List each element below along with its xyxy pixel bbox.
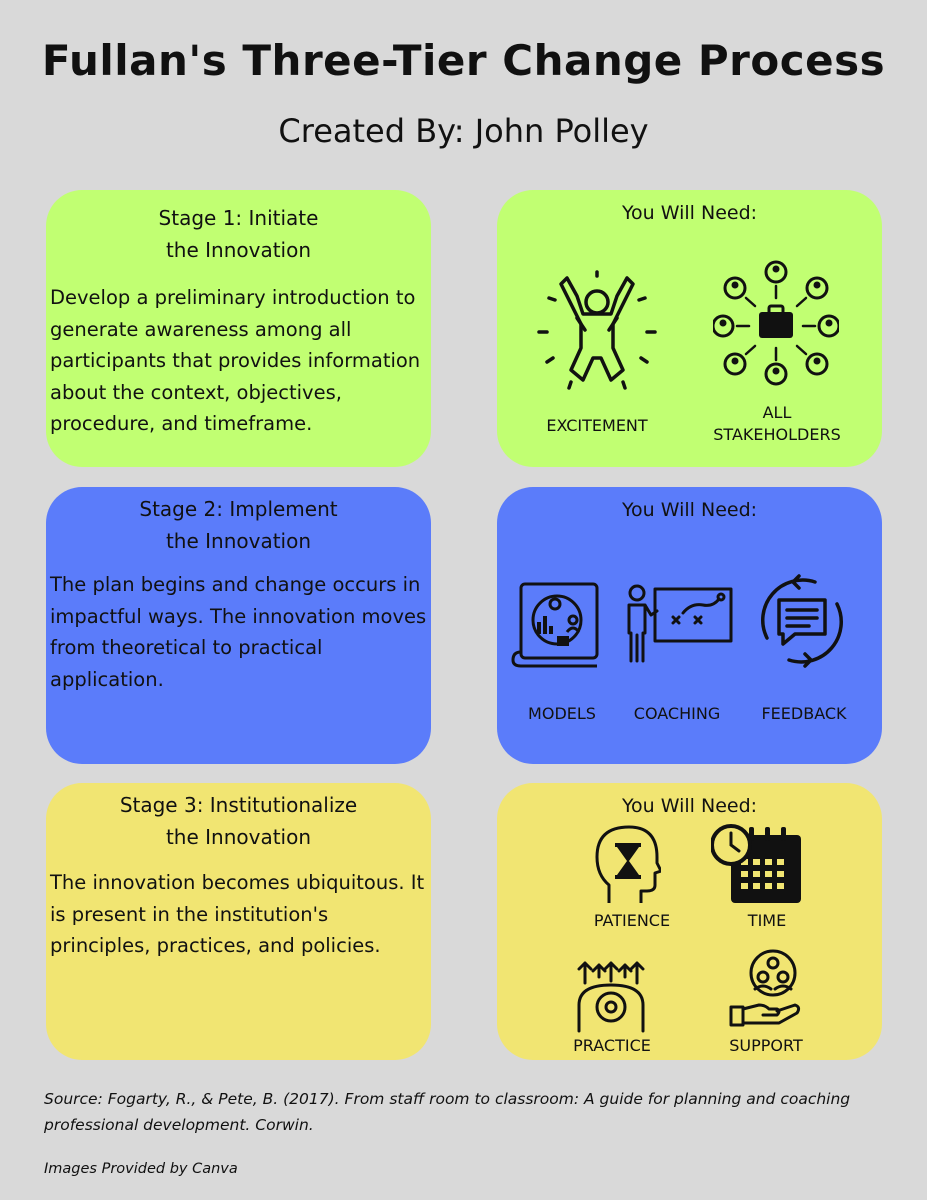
stage-2-needs-title: You Will Need:	[621, 499, 758, 521]
calendar-clock-icon	[711, 823, 803, 905]
stage-3-heading-line1: Stage 3: Institutionalize	[119, 793, 358, 817]
stage-1-heading	[46, 202, 441, 266]
excitement-icon	[533, 270, 663, 390]
source-citation: Source: Fogarty, R., & Pete, B. (2017). From staff room to classroom: A guide for planning and coaching professional development. Corwin.	[44, 1090, 851, 1134]
stage-2-heading-line1: Stage 2: Implement	[139, 497, 338, 521]
models-icon	[511, 582, 601, 668]
stage-1-heading-line1: Stage 1: Initiate	[158, 206, 319, 230]
coaching-label: COACHING	[633, 704, 721, 723]
stage-1-needs-card	[497, 190, 882, 467]
stage-2-description: The plan begins and change occurs in impactful ways. The innovation moves from theoretical to practical application.	[50, 573, 427, 691]
excitement-label: EXCITEMENT	[546, 416, 648, 435]
stage-1-description: Develop a preliminary introduction to generate awareness among all participants that provides information about the context, objectives, procedure, and timeframe.	[50, 286, 421, 435]
stage-1-card	[46, 190, 431, 467]
stakeholders-label	[697, 402, 857, 446]
stage-3-heading-line2: the Innovation	[165, 825, 312, 849]
stage-2-needs-card	[497, 487, 882, 764]
practice-icon	[573, 959, 651, 1035]
stage-3-needs-title: You Will Need:	[621, 795, 758, 817]
stage-2-card	[46, 487, 431, 764]
stage-3-needs-card	[497, 783, 882, 1060]
patience-label: PATIENCE	[593, 911, 671, 930]
page-subtitle: Created By: John Polley	[278, 112, 649, 150]
stakeholders-label-line2: STAKEHOLDERS	[713, 425, 841, 444]
page-title: Fullan's Three-Tier Change Process	[41, 36, 886, 85]
feedback-icon	[753, 572, 851, 670]
patience-icon	[595, 823, 661, 907]
stage-3-description: The innovation becomes ubiquitous. It is present in the institution's principles, practices, and policies.	[50, 871, 425, 957]
stage-1-needs-title: You Will Need:	[621, 202, 758, 224]
practice-label: PRACTICE	[573, 1036, 651, 1055]
stage-2-heading-line2: the Innovation	[165, 529, 312, 553]
stage-3-heading	[46, 789, 441, 853]
support-label: SUPPORT	[729, 1036, 803, 1055]
coaching-icon	[621, 583, 733, 665]
image-credit: Images Provided by Canva	[44, 1161, 238, 1177]
support-icon	[729, 949, 801, 1029]
stakeholders-icon	[713, 260, 839, 386]
feedback-label: FEEDBACK	[761, 704, 847, 723]
stage-3-card	[46, 783, 431, 1060]
stage-1-heading-line2: the Innovation	[165, 238, 312, 262]
stage-2-heading	[46, 493, 441, 557]
time-label: TIME	[747, 911, 787, 930]
models-label: MODELS	[528, 704, 596, 723]
stakeholders-label-line1: ALL	[762, 403, 792, 422]
